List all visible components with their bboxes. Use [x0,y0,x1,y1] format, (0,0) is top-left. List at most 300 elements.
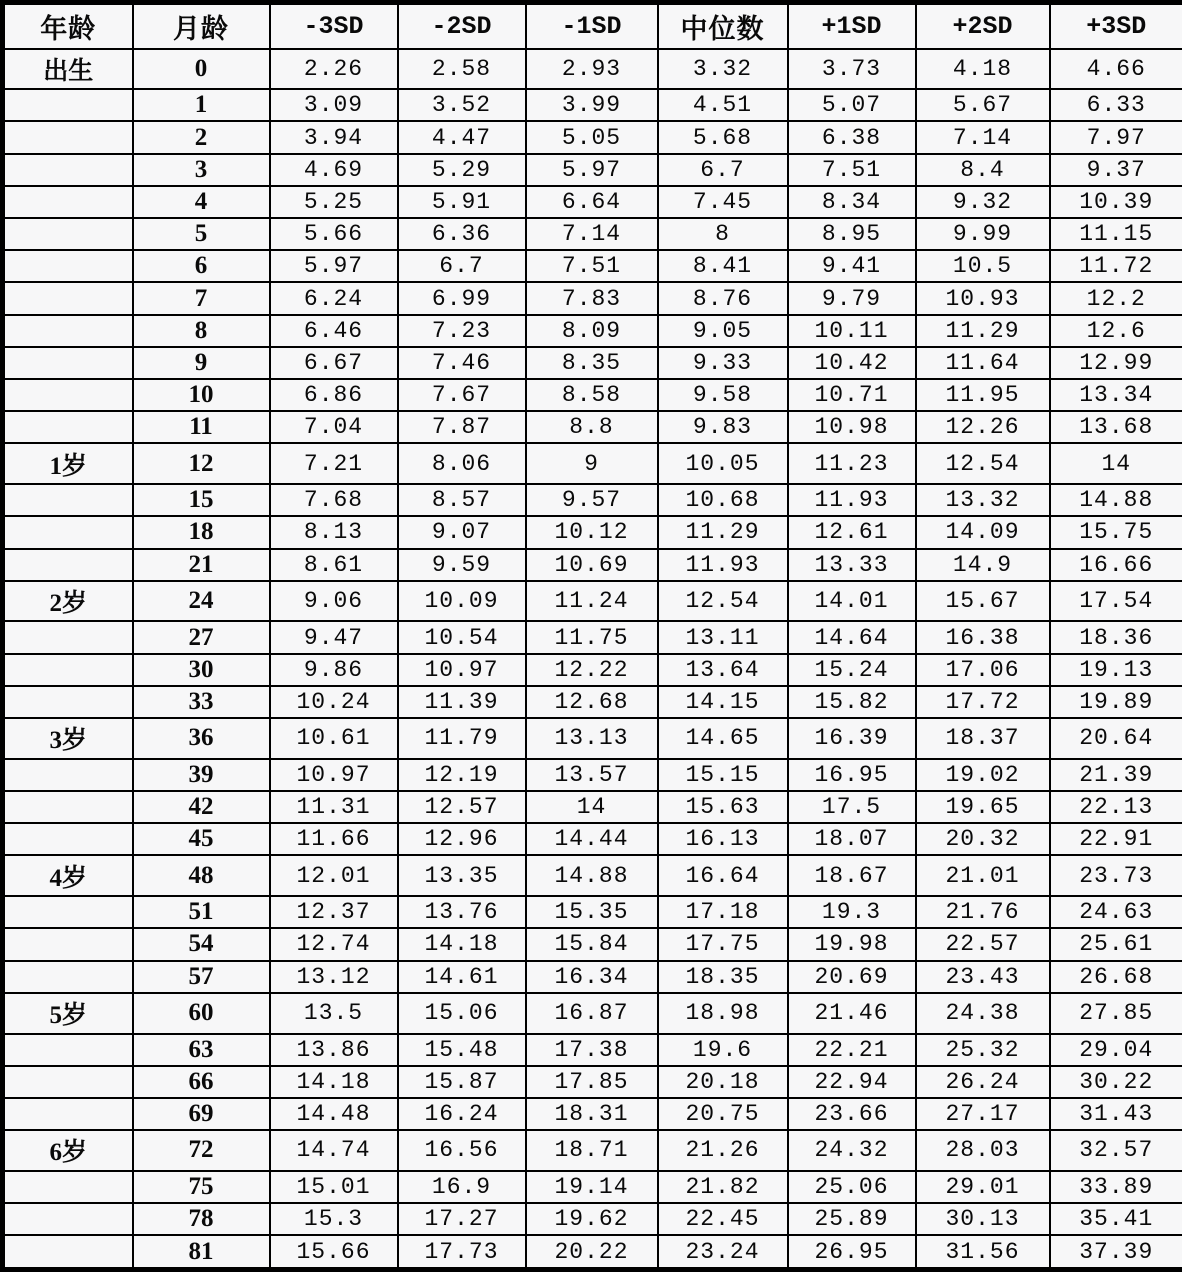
month-cell: 3 [133,154,270,186]
value-cell: 7.87 [398,411,526,443]
value-cell: 14.09 [916,516,1050,548]
value-cell: 9.58 [658,379,788,411]
column-header-age: 年龄 [3,3,133,49]
table-row [3,961,1182,993]
value-cell: 23.66 [788,1098,916,1130]
value-cell: 6.33 [1050,89,1182,121]
table-row [3,379,1182,411]
age-cell [3,516,133,548]
value-cell: 31.43 [1050,1098,1182,1130]
value-cell: 12.74 [270,928,398,960]
value-cell: 14.61 [398,961,526,993]
value-cell: 21.82 [658,1171,788,1203]
value-cell: 19.62 [526,1203,658,1235]
table-row [3,654,1182,686]
month-cell: 60 [133,993,270,1034]
age-cell [3,1235,133,1269]
age-cell [3,379,133,411]
value-cell: 12.2 [1050,282,1182,314]
value-cell: 8.06 [398,443,526,484]
value-cell: 5.66 [270,218,398,250]
value-cell: 27.17 [916,1098,1050,1130]
value-cell: 7.67 [398,379,526,411]
month-cell: 6 [133,250,270,282]
value-cell: 17.5 [788,791,916,823]
month-cell: 57 [133,961,270,993]
table-row [3,791,1182,823]
value-cell: 13.32 [916,484,1050,516]
value-cell: 8.58 [526,379,658,411]
month-cell: 72 [133,1130,270,1171]
value-cell: 8.13 [270,516,398,548]
month-cell: 78 [133,1203,270,1235]
value-cell: 9.41 [788,250,916,282]
value-cell: 11.23 [788,443,916,484]
value-cell: 14.88 [1050,484,1182,516]
month-cell: 69 [133,1098,270,1130]
table-row [3,621,1182,653]
column-header-p1sd: +1SD [788,3,916,49]
age-cell [3,621,133,653]
age-cell [3,686,133,718]
value-cell: 5.29 [398,154,526,186]
value-cell: 14 [1050,443,1182,484]
value-cell: 14.74 [270,1130,398,1171]
value-cell: 7.51 [526,250,658,282]
value-cell: 6.67 [270,347,398,379]
month-cell: 11 [133,411,270,443]
value-cell: 19.3 [788,896,916,928]
value-cell: 15.75 [1050,516,1182,548]
value-cell: 10.61 [270,718,398,759]
value-cell: 5.05 [526,121,658,153]
month-cell: 30 [133,654,270,686]
age-cell [3,411,133,443]
value-cell: 16.39 [788,718,916,759]
month-cell: 0 [133,49,270,90]
age-cell [3,759,133,791]
table-row [3,855,1182,896]
table-row [3,1034,1182,1066]
age-cell [3,250,133,282]
value-cell: 12.6 [1050,315,1182,347]
column-header-p3sd: +3SD [1050,3,1182,49]
value-cell: 18.07 [788,823,916,855]
value-cell: 8.76 [658,282,788,314]
value-cell: 16.95 [788,759,916,791]
value-cell: 11.93 [658,549,788,581]
value-cell: 7.45 [658,186,788,218]
value-cell: 14.64 [788,621,916,653]
age-cell [3,154,133,186]
value-cell: 30.22 [1050,1066,1182,1098]
month-cell: 4 [133,186,270,218]
value-cell: 7.83 [526,282,658,314]
value-cell: 19.6 [658,1034,788,1066]
month-cell: 51 [133,896,270,928]
table-row [3,347,1182,379]
value-cell: 11.66 [270,823,398,855]
value-cell: 8.8 [526,411,658,443]
value-cell: 20.32 [916,823,1050,855]
value-cell: 10.42 [788,347,916,379]
value-cell: 13.11 [658,621,788,653]
month-cell: 42 [133,791,270,823]
value-cell: 18.37 [916,718,1050,759]
month-cell: 12 [133,443,270,484]
value-cell: 16.24 [398,1098,526,1130]
value-cell: 20.18 [658,1066,788,1098]
value-cell: 9.79 [788,282,916,314]
table-row [3,823,1182,855]
value-cell: 2.58 [398,49,526,90]
table-row [3,250,1182,282]
value-cell: 24.38 [916,993,1050,1034]
value-cell: 20.64 [1050,718,1182,759]
value-cell: 11.93 [788,484,916,516]
value-cell: 8.95 [788,218,916,250]
value-cell: 16.87 [526,993,658,1034]
value-cell: 4.47 [398,121,526,153]
value-cell: 3.99 [526,89,658,121]
table-row [3,516,1182,548]
table-row [3,443,1182,484]
value-cell: 17.85 [526,1066,658,1098]
value-cell: 16.56 [398,1130,526,1171]
value-cell: 25.32 [916,1034,1050,1066]
value-cell: 19.02 [916,759,1050,791]
value-cell: 7.23 [398,315,526,347]
value-cell: 10.93 [916,282,1050,314]
value-cell: 14.15 [658,686,788,718]
value-cell: 15.01 [270,1171,398,1203]
value-cell: 9.59 [398,549,526,581]
value-cell: 19.89 [1050,686,1182,718]
value-cell: 10.97 [398,654,526,686]
value-cell: 16.34 [526,961,658,993]
age-cell [3,1066,133,1098]
age-cell [3,928,133,960]
month-cell: 36 [133,718,270,759]
age-cell: 出生 [3,49,133,90]
value-cell: 12.19 [398,759,526,791]
value-cell: 13.35 [398,855,526,896]
value-cell: 7.51 [788,154,916,186]
value-cell: 10.39 [1050,186,1182,218]
value-cell: 19.65 [916,791,1050,823]
value-cell: 6.38 [788,121,916,153]
age-cell: 3岁 [3,718,133,759]
value-cell: 11.31 [270,791,398,823]
value-cell: 15.3 [270,1203,398,1235]
table-row [3,89,1182,121]
value-cell: 13.12 [270,961,398,993]
month-cell: 18 [133,516,270,548]
value-cell: 9.99 [916,218,1050,250]
value-cell: 15.48 [398,1034,526,1066]
value-cell: 2.26 [270,49,398,90]
value-cell: 13.64 [658,654,788,686]
value-cell: 37.39 [1050,1235,1182,1269]
month-cell: 9 [133,347,270,379]
age-cell [3,186,133,218]
value-cell: 12.99 [1050,347,1182,379]
table-row [3,411,1182,443]
value-cell: 8.09 [526,315,658,347]
value-cell: 10.5 [916,250,1050,282]
value-cell: 4.18 [916,49,1050,90]
value-cell: 3.94 [270,121,398,153]
table-row [3,896,1182,928]
value-cell: 18.71 [526,1130,658,1171]
column-header-median: 中位数 [658,3,788,49]
value-cell: 3.52 [398,89,526,121]
value-cell: 14.65 [658,718,788,759]
value-cell: 8 [658,218,788,250]
value-cell: 4.51 [658,89,788,121]
table-row [3,928,1182,960]
value-cell: 20.75 [658,1098,788,1130]
table-row [3,154,1182,186]
value-cell: 5.97 [270,250,398,282]
age-cell [3,549,133,581]
value-cell: 8.35 [526,347,658,379]
value-cell: 16.38 [916,621,1050,653]
table-row [3,1130,1182,1171]
value-cell: 15.82 [788,686,916,718]
value-cell: 7.97 [1050,121,1182,153]
value-cell: 11.15 [1050,218,1182,250]
value-cell: 9.86 [270,654,398,686]
value-cell: 7.21 [270,443,398,484]
month-cell: 81 [133,1235,270,1269]
age-cell [3,1171,133,1203]
value-cell: 26.95 [788,1235,916,1269]
age-cell [3,484,133,516]
value-cell: 24.32 [788,1130,916,1171]
value-cell: 35.41 [1050,1203,1182,1235]
value-cell: 26.68 [1050,961,1182,993]
value-cell: 10.68 [658,484,788,516]
value-cell: 8.57 [398,484,526,516]
value-cell: 17.54 [1050,581,1182,622]
value-cell: 11.24 [526,581,658,622]
value-cell: 15.06 [398,993,526,1034]
value-cell: 13.5 [270,993,398,1034]
value-cell: 12.22 [526,654,658,686]
table-row [3,1171,1182,1203]
value-cell: 11.75 [526,621,658,653]
value-cell: 7.68 [270,484,398,516]
value-cell: 10.98 [788,411,916,443]
value-cell: 19.13 [1050,654,1182,686]
value-cell: 10.69 [526,549,658,581]
value-cell: 13.86 [270,1034,398,1066]
value-cell: 3.32 [658,49,788,90]
column-header-m2sd: -2SD [398,3,526,49]
age-cell [3,1034,133,1066]
age-cell [3,791,133,823]
value-cell: 9 [526,443,658,484]
value-cell: 22.45 [658,1203,788,1235]
table-row [3,686,1182,718]
value-cell: 5.07 [788,89,916,121]
value-cell: 17.72 [916,686,1050,718]
month-cell: 39 [133,759,270,791]
value-cell: 7.14 [916,121,1050,153]
table-row [3,49,1182,90]
value-cell: 14.18 [398,928,526,960]
value-cell: 10.97 [270,759,398,791]
value-cell: 18.35 [658,961,788,993]
value-cell: 19.98 [788,928,916,960]
value-cell: 13.76 [398,896,526,928]
value-cell: 4.69 [270,154,398,186]
value-cell: 15.15 [658,759,788,791]
age-cell [3,315,133,347]
table-row [3,581,1182,622]
value-cell: 10.24 [270,686,398,718]
value-cell: 11.29 [658,516,788,548]
age-cell [3,347,133,379]
value-cell: 21.46 [788,993,916,1034]
value-cell: 18.36 [1050,621,1182,653]
value-cell: 9.57 [526,484,658,516]
age-cell: 1岁 [3,443,133,484]
value-cell: 11.29 [916,315,1050,347]
value-cell: 12.96 [398,823,526,855]
value-cell: 15.63 [658,791,788,823]
month-cell: 63 [133,1034,270,1066]
value-cell: 2.93 [526,49,658,90]
value-cell: 6.64 [526,186,658,218]
value-cell: 30.13 [916,1203,1050,1235]
value-cell: 22.13 [1050,791,1182,823]
age-cell [3,89,133,121]
value-cell: 13.33 [788,549,916,581]
value-cell: 10.09 [398,581,526,622]
value-cell: 12.54 [658,581,788,622]
value-cell: 9.06 [270,581,398,622]
value-cell: 13.13 [526,718,658,759]
value-cell: 16.13 [658,823,788,855]
month-cell: 7 [133,282,270,314]
age-cell [3,121,133,153]
value-cell: 26.24 [916,1066,1050,1098]
value-cell: 9.33 [658,347,788,379]
month-cell: 5 [133,218,270,250]
table-row [3,718,1182,759]
value-cell: 21.39 [1050,759,1182,791]
value-cell: 5.68 [658,121,788,153]
value-cell: 22.91 [1050,823,1182,855]
table-row [3,549,1182,581]
value-cell: 9.05 [658,315,788,347]
value-cell: 6.46 [270,315,398,347]
value-cell: 12.57 [398,791,526,823]
month-cell: 48 [133,855,270,896]
value-cell: 11.95 [916,379,1050,411]
value-cell: 21.76 [916,896,1050,928]
column-header-p2sd: +2SD [916,3,1050,49]
value-cell: 4.66 [1050,49,1182,90]
value-cell: 17.38 [526,1034,658,1066]
value-cell: 29.04 [1050,1034,1182,1066]
value-cell: 15.24 [788,654,916,686]
table-row [3,484,1182,516]
value-cell: 20.69 [788,961,916,993]
value-cell: 5.67 [916,89,1050,121]
age-cell: 4岁 [3,855,133,896]
value-cell: 20.22 [526,1235,658,1269]
value-cell: 11.72 [1050,250,1182,282]
month-cell: 75 [133,1171,270,1203]
column-header-m3sd: -3SD [270,3,398,49]
value-cell: 23.73 [1050,855,1182,896]
value-cell: 21.26 [658,1130,788,1171]
value-cell: 5.97 [526,154,658,186]
value-cell: 6.86 [270,379,398,411]
value-cell: 17.18 [658,896,788,928]
value-cell: 27.85 [1050,993,1182,1034]
value-cell: 6.7 [658,154,788,186]
value-cell: 10.71 [788,379,916,411]
month-cell: 21 [133,549,270,581]
value-cell: 5.91 [398,186,526,218]
month-cell: 54 [133,928,270,960]
value-cell: 12.68 [526,686,658,718]
value-cell: 17.27 [398,1203,526,1235]
value-cell: 23.43 [916,961,1050,993]
value-cell: 9.83 [658,411,788,443]
value-cell: 14.48 [270,1098,398,1130]
age-cell [3,961,133,993]
value-cell: 14.88 [526,855,658,896]
month-cell: 24 [133,581,270,622]
table-row [3,1203,1182,1235]
value-cell: 6.7 [398,250,526,282]
table-row [3,315,1182,347]
value-cell: 25.06 [788,1171,916,1203]
table-row [3,1066,1182,1098]
table-row [3,282,1182,314]
table-row [3,1235,1182,1269]
column-header-month: 月龄 [133,3,270,49]
header-row [3,3,1182,49]
month-cell: 2 [133,121,270,153]
value-cell: 19.14 [526,1171,658,1203]
value-cell: 22.21 [788,1034,916,1066]
value-cell: 9.37 [1050,154,1182,186]
table-row [3,218,1182,250]
value-cell: 22.94 [788,1066,916,1098]
value-cell: 18.67 [788,855,916,896]
value-cell: 17.73 [398,1235,526,1269]
value-cell: 11.39 [398,686,526,718]
value-cell: 15.35 [526,896,658,928]
value-cell: 12.37 [270,896,398,928]
table-row [3,993,1182,1034]
age-cell [3,1098,133,1130]
value-cell: 3.73 [788,49,916,90]
value-cell: 8.34 [788,186,916,218]
value-cell: 13.57 [526,759,658,791]
month-cell: 15 [133,484,270,516]
table-row [3,186,1182,218]
age-cell [3,218,133,250]
value-cell: 11.64 [916,347,1050,379]
value-cell: 15.87 [398,1066,526,1098]
